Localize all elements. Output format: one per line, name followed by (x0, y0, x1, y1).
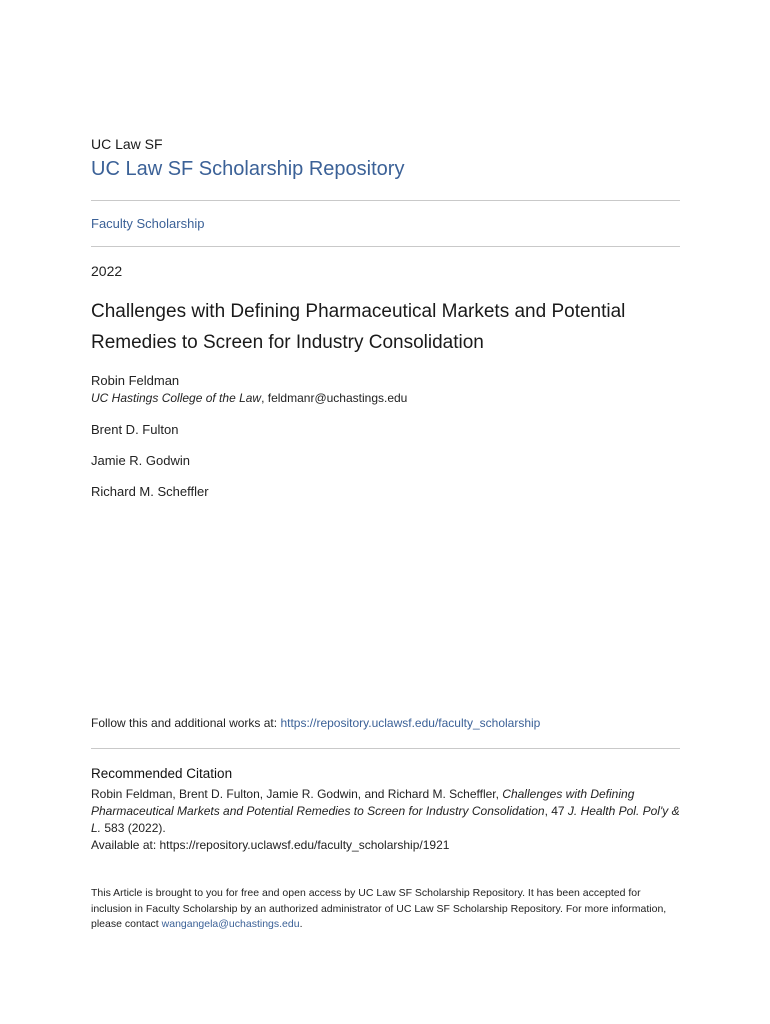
divider-top (91, 200, 680, 201)
collection-link[interactable]: Faculty Scholarship (91, 216, 205, 231)
follow-line (91, 716, 540, 730)
publication-year: 2022 (91, 263, 123, 279)
author-4-name: Richard M. Scheffler (91, 484, 209, 499)
citation-volume: , 47 (544, 804, 568, 818)
repository-link[interactable]: UC Law SF Scholarship Repository (91, 158, 405, 180)
author-1-name: Robin Feldman (91, 373, 180, 388)
citation-title: Challenges with Defining Pharmaceutical Markets and Potential Remedies to Screen for Industry Consolidation (91, 787, 635, 818)
access-notice (91, 886, 681, 933)
follow-text: Follow this and additional works at: (91, 716, 281, 730)
notice-end: . (299, 918, 303, 930)
author-2-name: Brent D. Fulton (91, 422, 179, 437)
divider-collection (91, 246, 680, 247)
divider-citation (91, 748, 680, 749)
citation-available: Available at: https://repository.uclawsf.edu/faculty_scholarship/1921 (91, 838, 450, 852)
recommended-citation-heading: Recommended Citation (91, 766, 233, 781)
citation-authors: Robin Feldman, Brent D. Fulton, Jamie R. Godwin, and Richard M. Scheffler, (91, 787, 503, 801)
author-1-affiliation (91, 391, 407, 405)
author-3-name: Jamie R. Godwin (91, 453, 190, 468)
affiliation-text: UC Hastings College of the Law (91, 391, 262, 405)
institution-name: UC Law SF (91, 136, 163, 152)
notice-text: This Article is brought to you for free and open access by UC Law SF Scholarship Repository. It has been accepted for inclusion in Faculty Scholarship by an authorized administrator of UC Law SF Scholarship Repository. For more information, please contact (91, 887, 667, 930)
author-1-email: , feldmanr@uchastings.edu (261, 391, 408, 405)
citation-pages: 583 (2022). (101, 821, 166, 835)
citation-block (91, 786, 681, 854)
contact-email-link[interactable]: wangangela@uchastings.edu (161, 918, 300, 930)
citation-journal: J. Health Pol. Pol'y & L. (91, 804, 680, 835)
article-title: Challenges with Defining Pharmaceutical Markets and Potential Remedies to Screen for Industry Consolidation (91, 301, 626, 353)
follow-url-link[interactable]: https://repository.uclawsf.edu/faculty_scholarship (280, 716, 541, 730)
